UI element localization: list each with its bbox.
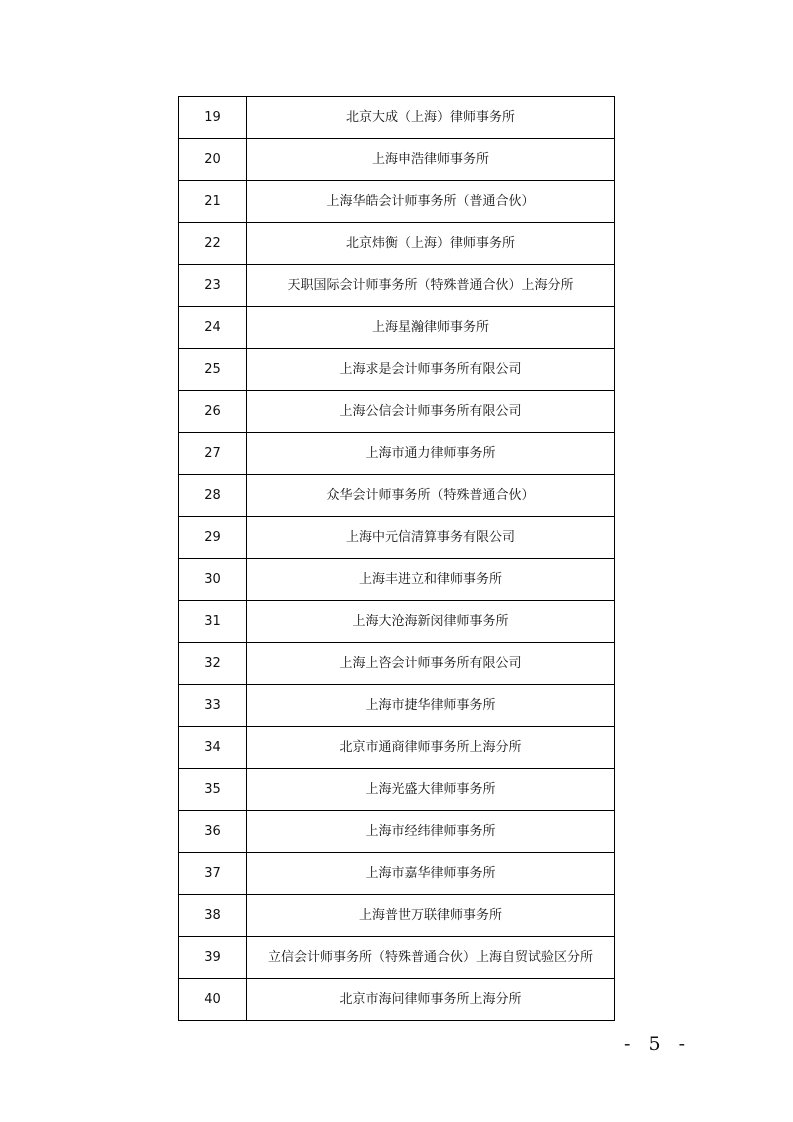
firm-name-cell: 上海市捷华律师事务所 — [247, 685, 615, 727]
firm-name-cell: 立信会计师事务所（特殊普通合伙）上海自贸试验区分所 — [247, 937, 615, 979]
row-number-cell: 21 — [179, 181, 247, 223]
firm-name-cell: 上海中元信清算事务有限公司 — [247, 517, 615, 559]
table-row — [179, 643, 615, 685]
row-number-cell: 20 — [179, 139, 247, 181]
row-number-cell: 22 — [179, 223, 247, 265]
page-number: - 5 - — [624, 1033, 692, 1055]
table-row — [179, 517, 615, 559]
table-row — [179, 937, 615, 979]
row-number-cell: 32 — [179, 643, 247, 685]
table-row — [179, 181, 615, 223]
firm-name-cell: 北京炜衡（上海）律师事务所 — [247, 223, 615, 265]
row-number-cell: 30 — [179, 559, 247, 601]
table-row — [179, 685, 615, 727]
firm-name-cell: 上海普世万联律师事务所 — [247, 895, 615, 937]
table-row — [179, 307, 615, 349]
row-number-cell: 19 — [179, 97, 247, 139]
firm-list-body — [179, 97, 615, 1021]
firm-list-table — [178, 96, 615, 1021]
row-number-cell: 31 — [179, 601, 247, 643]
firm-name-cell: 北京大成（上海）律师事务所 — [247, 97, 615, 139]
firm-name-cell: 上海丰进立和律师事务所 — [247, 559, 615, 601]
firm-name-cell: 上海华皓会计师事务所（普通合伙） — [247, 181, 615, 223]
table-row — [179, 97, 615, 139]
firm-name-cell: 北京市通商律师事务所上海分所 — [247, 727, 615, 769]
row-number-cell: 35 — [179, 769, 247, 811]
table-row — [179, 895, 615, 937]
firm-name-cell: 上海大沧海新闵律师事务所 — [247, 601, 615, 643]
row-number-cell: 38 — [179, 895, 247, 937]
firm-name-cell: 上海市通力律师事务所 — [247, 433, 615, 475]
table-row — [179, 727, 615, 769]
table-row — [179, 391, 615, 433]
table-row — [179, 265, 615, 307]
table-row — [179, 139, 615, 181]
table-row — [179, 349, 615, 391]
row-number-cell: 28 — [179, 475, 247, 517]
table-row — [179, 433, 615, 475]
table-row — [179, 559, 615, 601]
firm-name-cell: 北京市海问律师事务所上海分所 — [247, 979, 615, 1021]
row-number-cell: 23 — [179, 265, 247, 307]
firm-name-cell: 上海星瀚律师事务所 — [247, 307, 615, 349]
firm-name-cell: 上海上咨会计师事务所有限公司 — [247, 643, 615, 685]
row-number-cell: 24 — [179, 307, 247, 349]
table-row — [179, 769, 615, 811]
firm-name-cell: 天职国际会计师事务所（特殊普通合伙）上海分所 — [247, 265, 615, 307]
row-number-cell: 27 — [179, 433, 247, 475]
table-row — [179, 475, 615, 517]
table-row — [179, 223, 615, 265]
table-row — [179, 601, 615, 643]
row-number-cell: 37 — [179, 853, 247, 895]
row-number-cell: 36 — [179, 811, 247, 853]
firm-name-cell: 众华会计师事务所（特殊普通合伙） — [247, 475, 615, 517]
table-row — [179, 853, 615, 895]
row-number-cell: 40 — [179, 979, 247, 1021]
table-row — [179, 811, 615, 853]
firm-name-cell: 上海市经纬律师事务所 — [247, 811, 615, 853]
row-number-cell: 34 — [179, 727, 247, 769]
firm-name-cell: 上海市嘉华律师事务所 — [247, 853, 615, 895]
row-number-cell: 33 — [179, 685, 247, 727]
firm-name-cell: 上海光盛大律师事务所 — [247, 769, 615, 811]
firm-name-cell: 上海申浩律师事务所 — [247, 139, 615, 181]
row-number-cell: 29 — [179, 517, 247, 559]
firm-name-cell: 上海求是会计师事务所有限公司 — [247, 349, 615, 391]
row-number-cell: 39 — [179, 937, 247, 979]
row-number-cell: 26 — [179, 391, 247, 433]
table-row — [179, 979, 615, 1021]
row-number-cell: 25 — [179, 349, 247, 391]
firm-name-cell: 上海公信会计师事务所有限公司 — [247, 391, 615, 433]
